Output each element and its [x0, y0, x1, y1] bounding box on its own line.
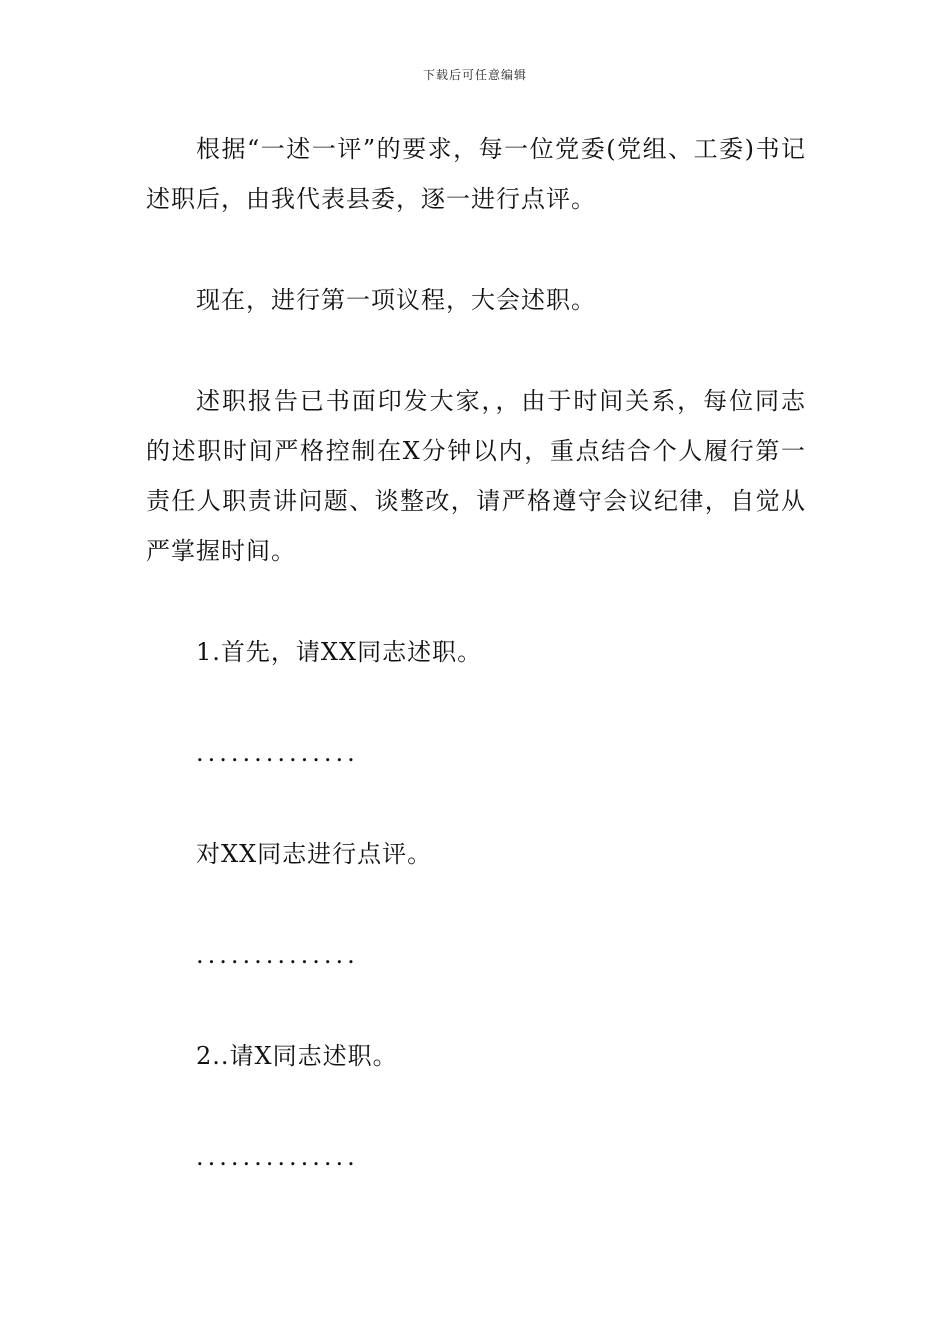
- ellipsis-line: ..............: [196, 1143, 359, 1171]
- ellipsis-line: ..............: [196, 739, 359, 767]
- paragraph-first-agenda: 现在，进行第一项议程，大会述职。: [196, 286, 596, 314]
- document-body: [146, 124, 806, 1182]
- ellipsis-line: ..............: [196, 941, 359, 969]
- paragraph-first-review: 对XX同志进行点评。: [196, 840, 433, 868]
- paragraph-first-speaker: 1.首先，请XX同志述职。: [196, 638, 483, 666]
- paragraph-review-requirement: 根据“一述一评”的要求，每一位党委(党组、工委)书记述职后，由我代表县委，逐一进行点评。: [146, 135, 806, 213]
- paragraph-time-limit: 述职报告已书面印发大家，，由于时间关系，每位同志的述职时间严格控制在X分钟以内，重点结合个人履行第一责任人职责讲问题、谈整改，请严格遵守会议纪律，自觉从严掌握时间。: [146, 387, 806, 565]
- paragraph-second-speaker: 2..请X同志述职。: [196, 1042, 398, 1070]
- page-header-note: 下载后可任意编辑: [422, 68, 527, 82]
